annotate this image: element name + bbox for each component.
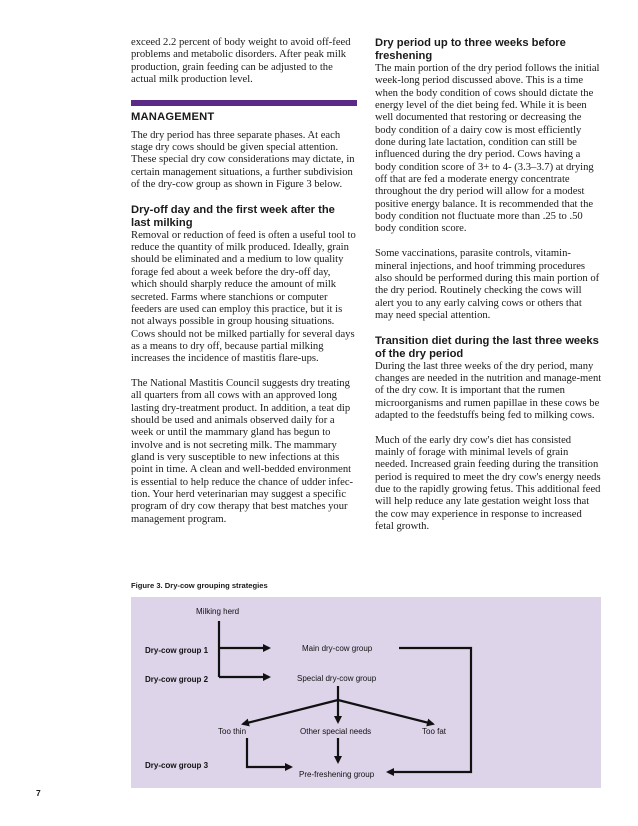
dry-period-paragraph-1: The main portion of the dry period follows the initial week-long period discussed above. This is a time when the body condition of cows should dictate the energy level of the diet being fed. While it is been well documented that restoring or decreasing the body condition of a dairy cow is most efficiently done during late lactation, condition can still be influenced during the dry period. Cows having a body condition score of 3+ to 4- (3.3–3.7) at drying off that are fed a moderate energy concentrate throughout the dry period will allow for a modest positive energy balance. It is recommended that the body condition not fluctuate more than .25 to .50 body condition score. <box>375 63 600 235</box>
dry-cow-grouping-diagram <box>131 597 601 788</box>
section-divider <box>131 100 357 106</box>
other-needs-label: Other special needs <box>300 727 372 736</box>
diagram-canvas <box>131 597 601 788</box>
left-column <box>131 37 357 538</box>
special-group-label: Special dry-cow group <box>297 674 377 683</box>
dryoff-heading: Dry-off day and the first week after the last milking <box>131 203 335 229</box>
figure-caption: Figure 3. Dry-cow grouping strategies <box>131 581 268 590</box>
too-thin-label: Too thin <box>218 727 247 736</box>
transition-heading: Transition diet during the last three weeks of the dry period <box>375 334 599 360</box>
too-fat-label: Too fat <box>422 727 447 736</box>
transition-paragraph-1: During the last three weeks of the dry period, many changes are needed in the nutrition and manage-ment of the dry cow. It is important that the rumen microorganisms and rumen papillae in these cows be adapted to the feedstuffs being fed to milking cows. <box>375 360 602 421</box>
right-column <box>375 37 602 546</box>
management-heading: MANAGEMENT <box>131 111 215 124</box>
main-group-label: Main dry-cow group <box>302 644 373 653</box>
arrow-to-too-thin <box>243 700 338 724</box>
group-3-label: Dry-cow group 3 <box>145 761 209 770</box>
prefreshening-label: Pre-freshening group <box>299 770 375 779</box>
arrow-thin-to-prefreshening <box>247 738 291 767</box>
arrow-main-to-prefreshening <box>388 648 471 772</box>
dryoff-paragraph-1: Removal or reduction of feed is often a useful tool to reduce the quantity of milk produced. Ideally, grain should be eliminated and a medium to low quality forage fed about a week before the dry-off day, which should sharply reduce the amount of milk secreted. Farms where stanchions or computer feeders are used can employ this practice, but it is not always possible in group housing situations. Cows should not be milked partially for several days as a means to dry off, because partial milking increases the incidence of mastitis flare-ups. <box>131 229 356 365</box>
dry-period-heading: Dry period up to three weeks before freshening <box>375 37 566 62</box>
management-paragraph: The dry period has three separate phases. At each stage dry cows should be given special attention. These special dry cow considerations may dictate, in certain management situations, a further subdivision of the dry-cow group as shown in Figure 3 below. <box>131 129 355 191</box>
intro-paragraph: exceed 2.2 percent of body weight to avoid off-feed problems and metabolic disorders. After peak milk production, grain feeding can be adjusted to the actual milk production level. <box>131 37 351 86</box>
group-2-label: Dry-cow group 2 <box>145 675 209 684</box>
dry-period-paragraph-2: Some vaccinations, parasite controls, vitamin-mineral injections, and hoof trimming procedures also should be performed during this main portion of the dry period. Routinely checking the cows will alert you to any early calving cows or others that may need special attention. <box>375 248 600 321</box>
group-1-label: Dry-cow group 1 <box>145 646 209 655</box>
milking-herd-label: Milking herd <box>196 607 240 616</box>
arrow-to-too-fat <box>338 700 433 724</box>
transition-paragraph-2: Much of the early dry cow's diet has consisted mainly of forage with minimal levels of grain needed. Increased grain feeding during the transition period is required to meet the dry cow's energy needs due to the rapidly growing fetus. This additional feed will help reduce any late gestation weight loss that the cow may experience in response to increased fetal growth. <box>375 434 601 533</box>
page-number: 7 <box>36 788 41 798</box>
dryoff-paragraph-2: The National Mastitis Council suggests dry treating all quarters from all cows with an approved long lasting dry-treatment product. In addition, a teat dip should be used and animals observed daily for a week or until the mammary gland has begun to involve and is not secreting milk. The mammary gland is very susceptible to new infections at this point in time. A clean and well-bedded environment is essential to help reduce the chance of udder infec-tion. Your herd veterinarian may suggest a specific program of dry cow therapy that best matches your management program. <box>131 377 354 525</box>
